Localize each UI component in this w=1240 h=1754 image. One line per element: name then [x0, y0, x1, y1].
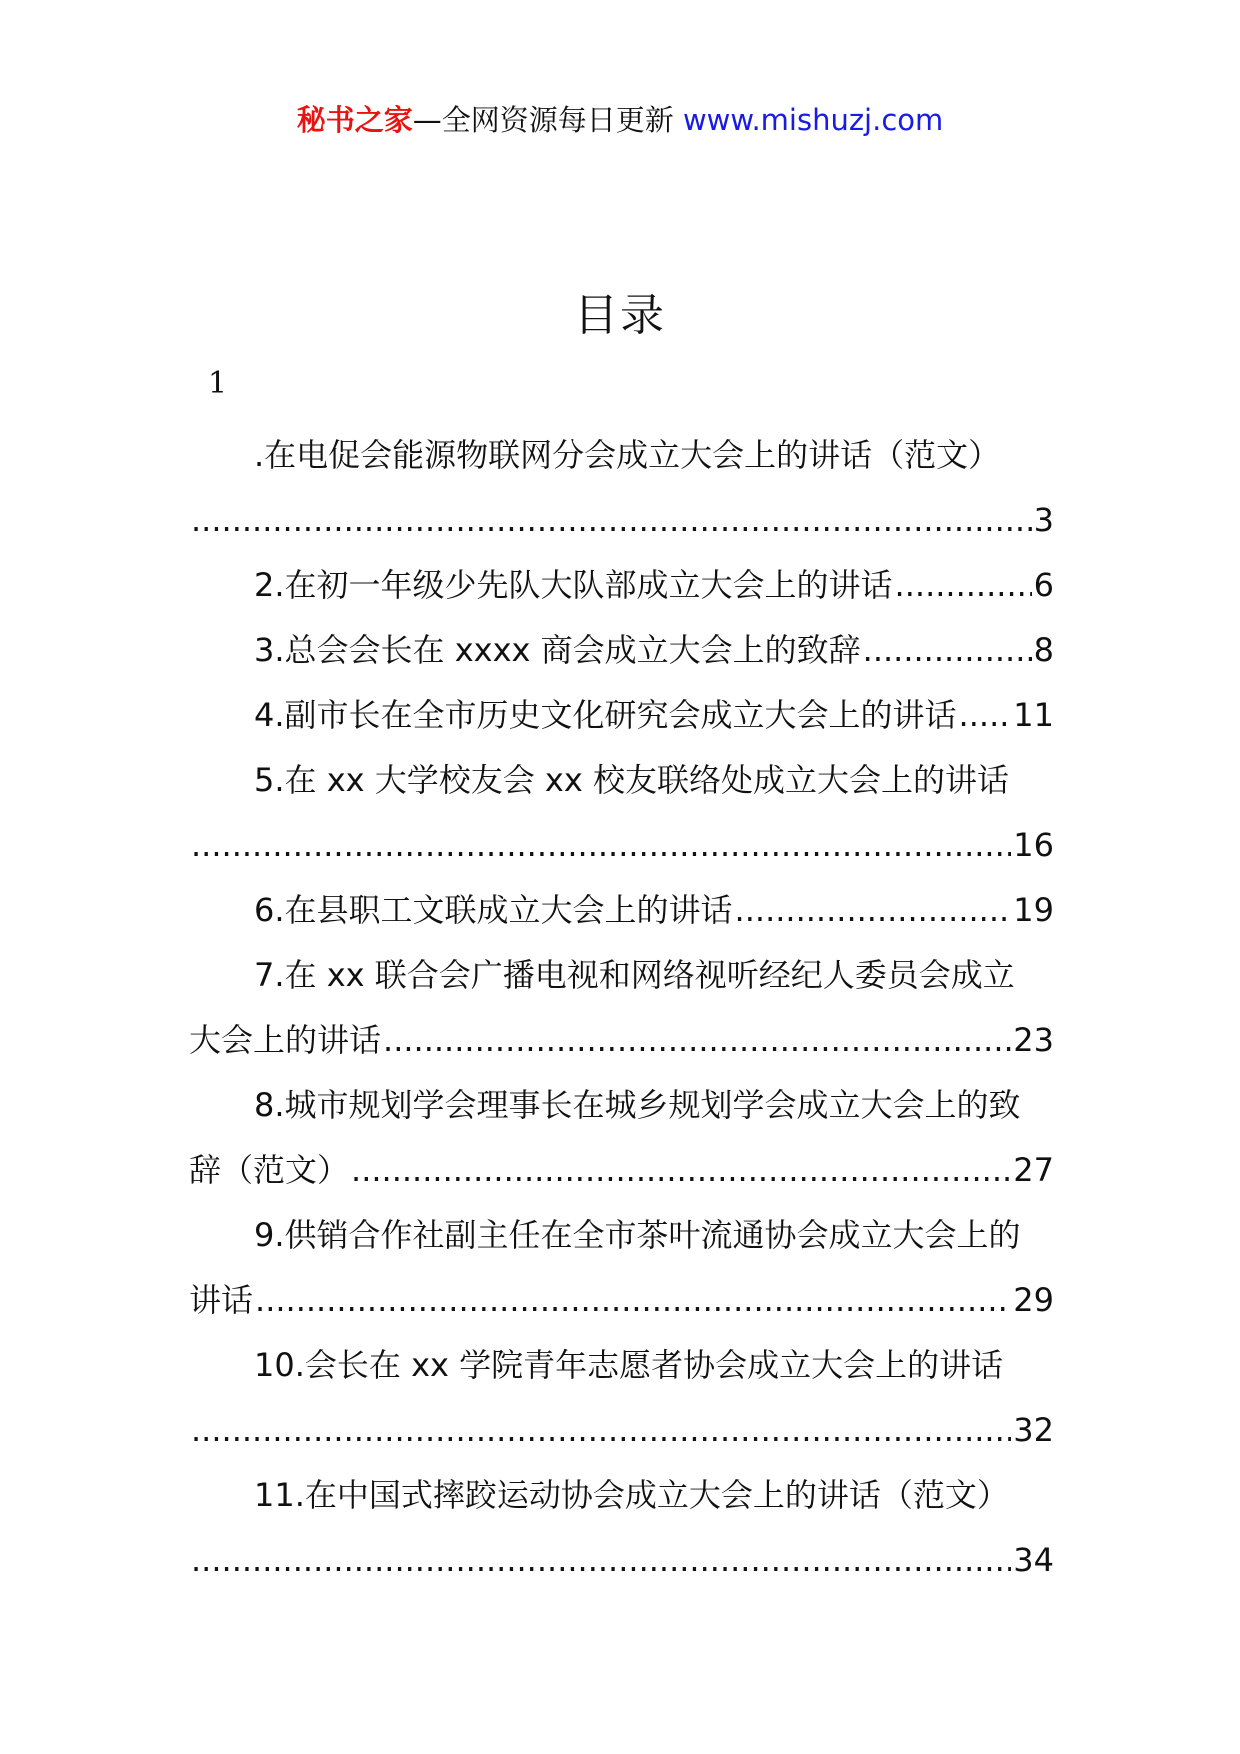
toc-dot-leader — [895, 553, 1032, 618]
toc-entry[interactable] — [189, 943, 1054, 1073]
toc-dot-leader — [959, 683, 1012, 748]
toc-entry[interactable] — [189, 1073, 1054, 1203]
toc-entry[interactable] — [189, 878, 1054, 943]
toc-entry-leader-line — [189, 813, 1054, 878]
site-header — [0, 100, 1240, 140]
toc-entry-leader-line — [189, 1268, 1054, 1333]
toc-dot-leader — [735, 878, 1012, 943]
toc-dot-leader — [863, 618, 1032, 683]
toc-entry-title: 9.供销合作社副主任在全市茶叶流通协会成立大会上的 — [254, 1216, 1021, 1254]
toc-entry-leader-line — [189, 683, 1054, 748]
toc-entry-leader-line — [189, 618, 1054, 683]
page-title: 目录 — [574, 290, 666, 341]
toc-entry-text: 辞（范文） — [189, 1151, 350, 1189]
toc-dot-leader — [191, 1528, 1011, 1593]
toc-entry-leader-line — [189, 488, 1054, 553]
toc-entry-text: 讲话 — [189, 1281, 254, 1319]
site-url-link[interactable]: www.mishuzj.com — [682, 103, 944, 137]
toc-entry-leader-line — [189, 1138, 1054, 1203]
toc-entry-text: 4.副市长在全市历史文化研究会成立大会上的讲话 — [254, 696, 957, 734]
toc-entry-leader-line — [189, 1398, 1054, 1463]
toc-page-number: 6 — [1033, 566, 1054, 604]
toc-page-number: 29 — [1013, 1281, 1054, 1319]
toc-entry-title: .在电促会能源物联网分会成立大会上的讲话（范文） — [254, 436, 1001, 474]
toc-page-number: 27 — [1013, 1151, 1054, 1189]
toc-dot-leader — [191, 1398, 1011, 1463]
toc-entry-title: 7.在 xx 联合会广播电视和网络视听经纪人委员会成立 — [254, 956, 1015, 994]
page-marker: 1 — [208, 366, 228, 401]
toc-entry-leader-line — [189, 1528, 1054, 1593]
toc-page-number: 16 — [1013, 826, 1054, 864]
site-brand: 秘书之家 — [296, 103, 413, 137]
table-of-contents — [189, 423, 1054, 1593]
toc-entry-leader-line — [189, 878, 1054, 943]
toc-entry-text: 6.在县职工文联成立大会上的讲话 — [254, 891, 733, 929]
toc-entry[interactable] — [189, 748, 1054, 878]
toc-entry[interactable] — [189, 553, 1054, 618]
toc-page-number: 8 — [1033, 631, 1054, 669]
toc-entry[interactable] — [189, 683, 1054, 748]
toc-entry-text: 2.在初一年级少先队大队部成立大会上的讲话 — [254, 566, 893, 604]
toc-entry[interactable] — [189, 618, 1054, 683]
toc-dot-leader — [351, 1138, 1011, 1203]
toc-page-number: 32 — [1013, 1411, 1054, 1449]
toc-entry-title: 10.会长在 xx 学院青年志愿者协会成立大会上的讲话 — [254, 1346, 1004, 1384]
toc-dot-leader — [191, 813, 1011, 878]
toc-page-number: 19 — [1013, 891, 1054, 929]
toc-entry-title: 5.在 xx 大学校友会 xx 校友联络处成立大会上的讲话 — [254, 761, 1009, 799]
site-slogan: —全网资源每日更新 — [412, 103, 674, 137]
toc-entry[interactable] — [189, 1463, 1054, 1593]
toc-dot-leader — [383, 1008, 1011, 1073]
toc-entry-title: 11.在中国式摔跤运动协会成立大会上的讲话（范文） — [254, 1476, 1009, 1514]
toc-page-number: 23 — [1013, 1021, 1054, 1059]
toc-entry[interactable] — [189, 1203, 1054, 1333]
toc-dot-leader — [191, 488, 1032, 553]
toc-page-number: 11 — [1013, 696, 1054, 734]
toc-page-number: 3 — [1033, 501, 1054, 539]
toc-entry-title: 8.城市规划学会理事长在城乡规划学会成立大会上的致 — [254, 1086, 1021, 1124]
toc-page-number: 34 — [1013, 1541, 1054, 1579]
toc-entry-leader-line — [189, 1008, 1054, 1073]
toc-entry[interactable] — [189, 423, 1054, 553]
toc-entry[interactable] — [189, 1333, 1054, 1463]
toc-entry-text: 3.总会会长在 xxxx 商会成立大会上的致辞 — [254, 631, 861, 669]
toc-entry-leader-line — [189, 553, 1054, 618]
toc-dot-leader — [255, 1268, 1011, 1333]
toc-entry-text: 大会上的讲话 — [189, 1021, 382, 1059]
